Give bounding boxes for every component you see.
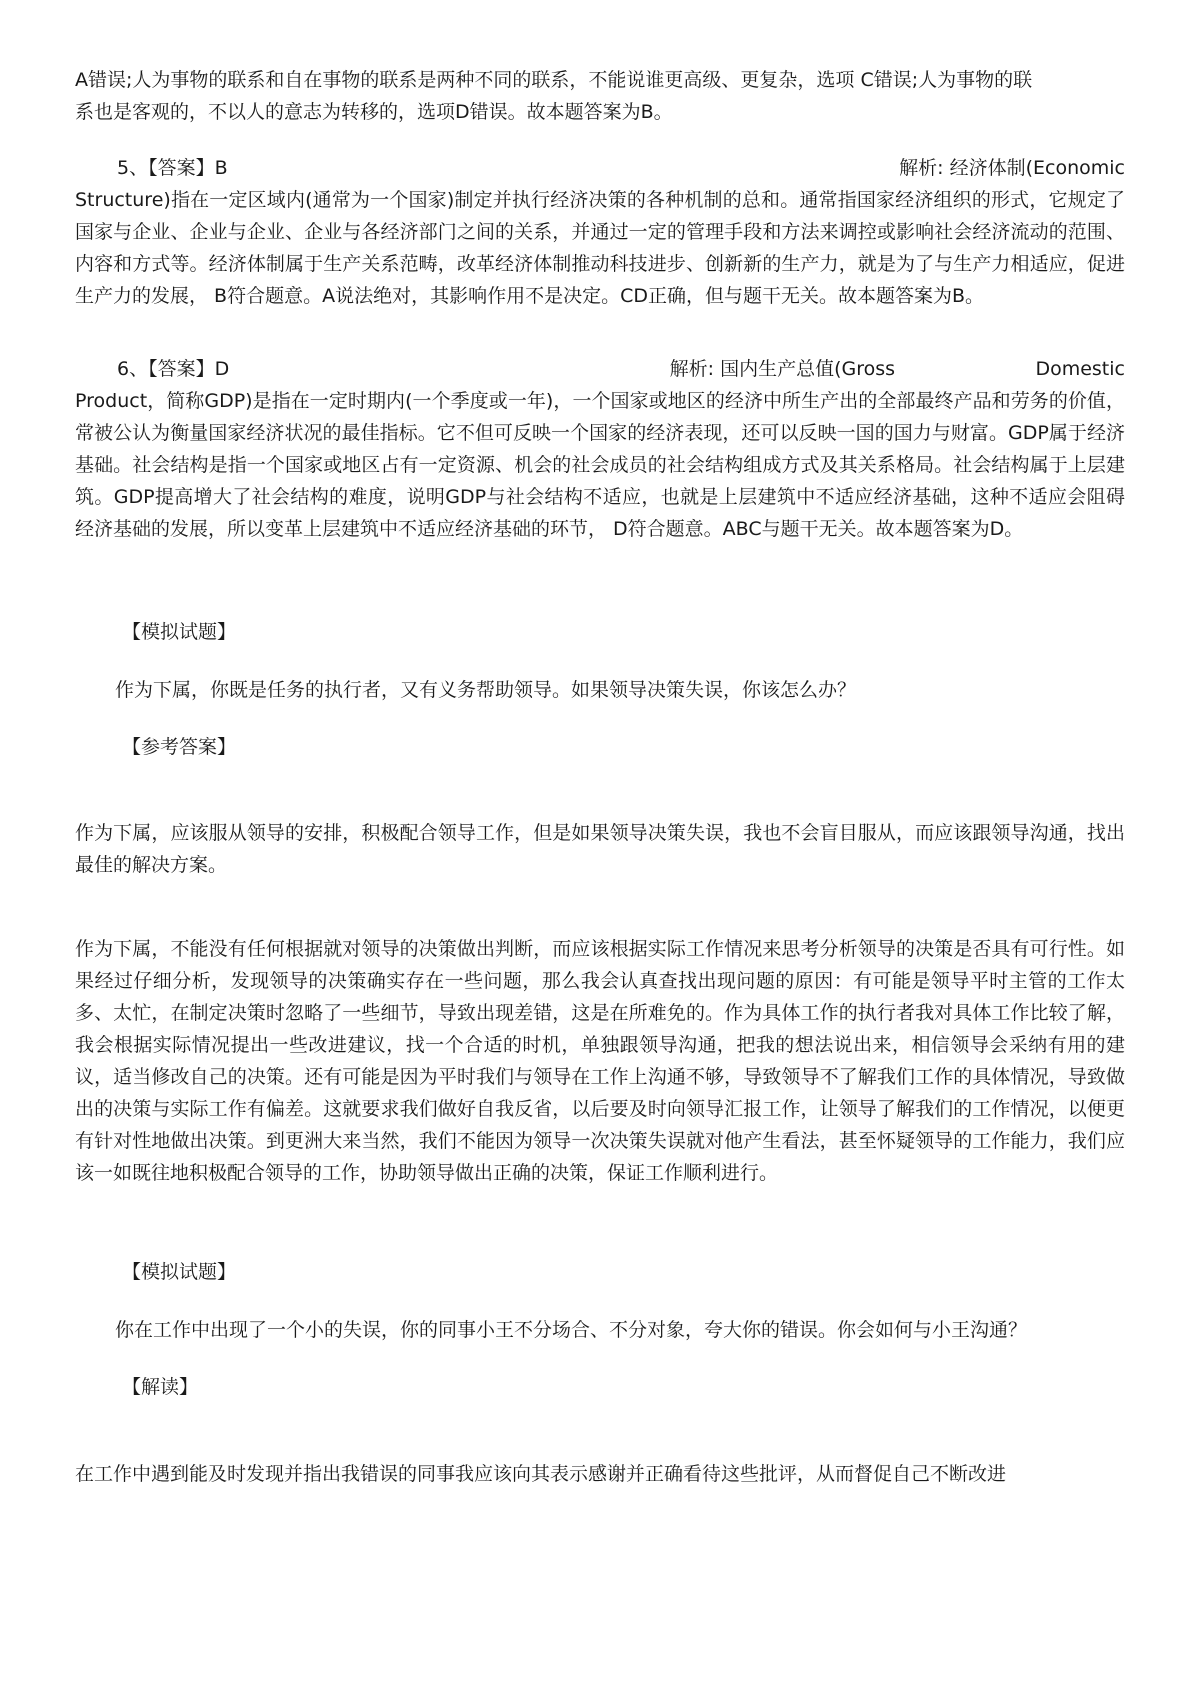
section-heading-mock-question: 【模拟试题】 (122, 621, 237, 643)
answer-6-analysis-term: Domestic (1035, 358, 1125, 380)
mock-question-text: 作为下属，你既是任务的执行者，又有义务帮助领导。如果领导决策失误，你该怎么办？ (115, 679, 857, 701)
answer-5-explanation: Structure)指在一定区域内(通常为一个国家)制定并执行经济决策的各种机制的总和。通常指国家经济组织的形式，它规定了国家与企业、企业与企业、企业与各经济部门之间的关系，并通过一定的管理手段和方法来调控或影响社会经济流动的范围、内容和方式等。经济体制属于生产关系范畴，改革经济体制推动科技进步、创新新的生产力，就是为了与生产力相适应，促进生产力的发展， B符合题意。A说法绝对，其影响作用不是决定。CD正确，但与题干无关。故本题答案为B。 (75, 189, 1125, 307)
answer-paragraph: 作为下属，应该服从领导的安排，积极配合领导工作，但是如果领导决策失误，我也不会盲目服从，而应该跟领导沟通，找出最佳的解决方案。 (75, 822, 1125, 876)
interpretation-paragraph: 在工作中遇到能及时发现并指出我错误的同事我应该向其表示感谢并正确看待这些批评，从而督促自己不断改进 (75, 1463, 1007, 1485)
answer-6-explanation: Product，简称GDP)是指在一定时期内(一个季度或一年)，一个国家或地区的经济中所生产出的全部最终产品和劳务的价值，常被公认为衡量国家经济状况的最佳指标。它不但可反映一个国家的经济表现，还可以反映一国的国力与财富。GDP属于经济基础。社会结构是指一个国家或地区占有一定资源、机会的社会成员的社会结构组成方式及其关系格局。社会结构属于上层建筑。GDP提高增大了社会结构的难度，说明GDP与社会结构不适应，也就是上层建筑中不适应经济基础，这种不适应会阻碍经济基础的发展，所以变革上层建筑中不适应经济基础的环节， D符合题意。ABC与题干无关。故本题答案为D。 (75, 390, 1125, 540)
answer-paragraph: 作为下属，不能没有任何根据就对领导的决策做出判断，而应该根据实际工作情况来思考分析领导的决策是否具有可行性。如果经过仔细分析，发现领导的决策确实存在一些问题，那么我会认真查找出现问题的原因：有可能是领导平时主管的工作太多、太忙，在制定决策时忽略了一些细节，导致出现差错，这是在所难免的。作为具体工作的执行者我对具体工作比较了解，我会根据实际情况提出一些改进建议，找一个合适的时机，单独跟领导沟通，把我的想法说出来，相信领导会采纳有用的建议，适当修改自己的决策。还有可能是因为平时我们与领导在工作上沟通不够，导致领导不了解我们工作的具体情况，导致做出的决策与实际工作有偏差。这就要求我们做好自我反省，以后要及时向领导汇报工作，让领导了解我们的工作情况，以便更有针对性地做出决策。到更洲大来当然，我们不能因为领导一次决策失误就对他产生看法，甚至怀疑领导的工作能力，我们应该一如既往地积极配合领导的工作，协助领导做出正确的决策，保证工作顺利进行。 (75, 938, 1125, 1184)
text-line: A错误;人为事物的联系和自在事物的联系是两种不同的联系，不能说谁更高级、更复杂，选项 C错误;人为事物的联 (75, 69, 1033, 91)
text-line: 系也是客观的，不以人的意志为转移的，选项D错误。故本题答案为B。 (75, 101, 673, 123)
section-heading-mock-question: 【模拟试题】 (122, 1261, 237, 1283)
answer-6-analysis-label: 解析: 国内生产总值(Gross (669, 358, 896, 380)
mock-question-text: 你在工作中出现了一个小的失误，你的同事小王不分场合、不分对象，夸大你的错误。你会如何与小王沟通？ (115, 1319, 1028, 1341)
answer-5-label: 5、【答案】B (117, 157, 228, 179)
answer-6-label: 6、【答案】D (117, 358, 230, 380)
answer-5-analysis-label: 解析: 经济体制(Economic (899, 157, 1125, 179)
answer-6-section (75, 353, 1125, 545)
explanation-paragraph-4 (75, 64, 1125, 128)
answer-5-header-row (75, 152, 1125, 184)
answer-5-section (75, 152, 1125, 312)
section-heading-reference-answer: 【参考答案】 (122, 736, 237, 758)
answer-6-header-row (75, 353, 1125, 385)
section-heading-interpretation: 【解读】 (122, 1376, 199, 1398)
